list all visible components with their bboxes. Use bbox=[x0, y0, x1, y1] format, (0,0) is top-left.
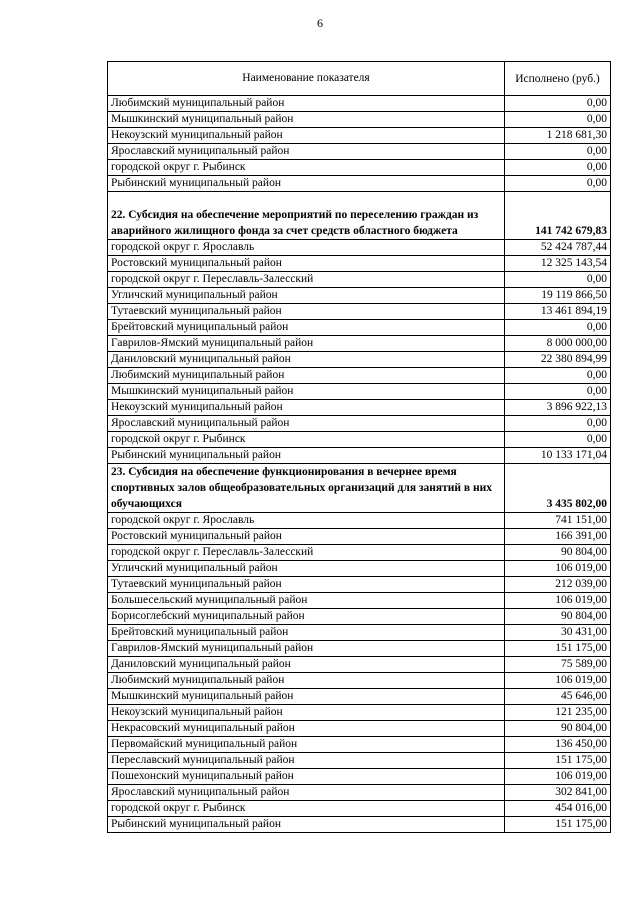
row-value: 454 016,00 bbox=[505, 801, 611, 817]
row-name: Пошехонский муниципальный район bbox=[108, 769, 505, 785]
row-name: Некоузский муниципальный район bbox=[108, 705, 505, 721]
table-row bbox=[108, 352, 611, 368]
table-row bbox=[108, 320, 611, 336]
table-row bbox=[108, 96, 611, 112]
row-name: Любимский муниципальный район bbox=[108, 96, 505, 112]
row-value: 30 431,00 bbox=[505, 625, 611, 641]
section-row bbox=[108, 464, 611, 513]
table-row bbox=[108, 256, 611, 272]
row-value: 90 804,00 bbox=[505, 721, 611, 737]
table-row bbox=[108, 801, 611, 817]
section-title: 23. Субсидия на обеспечение функционирования в вечернее время спортивных залов общеобразовательных организаций для занятий в них обучающихся bbox=[108, 464, 505, 513]
table-row bbox=[108, 609, 611, 625]
table-row bbox=[108, 416, 611, 432]
table-body bbox=[108, 96, 611, 833]
section-total: 3 435 802,00 bbox=[505, 464, 611, 513]
row-value: 10 133 171,04 bbox=[505, 448, 611, 464]
table-row bbox=[108, 384, 611, 400]
column-header-name: Наименование показателя bbox=[108, 62, 505, 96]
row-name: Даниловский муниципальный район bbox=[108, 657, 505, 673]
row-value: 121 235,00 bbox=[505, 705, 611, 721]
column-header-value: Исполнено (руб.) bbox=[505, 62, 611, 96]
row-name: Даниловский муниципальный район bbox=[108, 352, 505, 368]
row-value: 0,00 bbox=[505, 176, 611, 192]
table-row bbox=[108, 721, 611, 737]
row-name: Гаврилов-Ямский муниципальный район bbox=[108, 336, 505, 352]
table-row bbox=[108, 769, 611, 785]
row-value: 151 175,00 bbox=[505, 817, 611, 833]
row-name: Ростовский муниципальный район bbox=[108, 529, 505, 545]
table-row bbox=[108, 689, 611, 705]
table-row bbox=[108, 368, 611, 384]
table-row bbox=[108, 673, 611, 689]
table-row bbox=[108, 737, 611, 753]
table-row bbox=[108, 577, 611, 593]
table-row bbox=[108, 288, 611, 304]
row-value: 52 424 787,44 bbox=[505, 240, 611, 256]
table-row bbox=[108, 593, 611, 609]
table-row bbox=[108, 625, 611, 641]
row-name: Тутаевский муниципальный район bbox=[108, 577, 505, 593]
table-row bbox=[108, 432, 611, 448]
table-row bbox=[108, 705, 611, 721]
row-name: Ростовский муниципальный район bbox=[108, 256, 505, 272]
execution-table bbox=[107, 61, 611, 833]
page-number: 6 bbox=[317, 16, 323, 30]
row-value: 136 450,00 bbox=[505, 737, 611, 753]
row-value: 151 175,00 bbox=[505, 641, 611, 657]
row-value: 212 039,00 bbox=[505, 577, 611, 593]
table-row bbox=[108, 112, 611, 128]
row-name: Ярославский муниципальный район bbox=[108, 416, 505, 432]
row-value: 8 000 000,00 bbox=[505, 336, 611, 352]
table-row bbox=[108, 641, 611, 657]
row-value: 13 461 894,19 bbox=[505, 304, 611, 320]
row-value: 22 380 894,99 bbox=[505, 352, 611, 368]
row-name: Борисоглебский муниципальный район bbox=[108, 609, 505, 625]
table-row bbox=[108, 272, 611, 288]
row-name: городской округ г. Ярославль bbox=[108, 240, 505, 256]
row-value: 12 325 143,54 bbox=[505, 256, 611, 272]
row-value: 0,00 bbox=[505, 416, 611, 432]
table-row bbox=[108, 513, 611, 529]
row-value: 0,00 bbox=[505, 160, 611, 176]
table-row bbox=[108, 144, 611, 160]
row-name: Большесельский муниципальный район bbox=[108, 593, 505, 609]
row-value: 106 019,00 bbox=[505, 769, 611, 785]
row-name: Мышкинский муниципальный район bbox=[108, 384, 505, 400]
row-name: Любимский муниципальный район bbox=[108, 368, 505, 384]
row-name: Переславский муниципальный район bbox=[108, 753, 505, 769]
row-value: 0,00 bbox=[505, 272, 611, 288]
row-name: городской округ г. Переславль-Залесский bbox=[108, 545, 505, 561]
row-name: городской округ г. Рыбинск bbox=[108, 160, 505, 176]
row-value: 3 896 922,13 bbox=[505, 400, 611, 416]
row-name: Некоузский муниципальный район bbox=[108, 400, 505, 416]
table-row bbox=[108, 336, 611, 352]
row-name: Некоузский муниципальный район bbox=[108, 128, 505, 144]
table-row bbox=[108, 561, 611, 577]
row-value: 19 119 866,50 bbox=[505, 288, 611, 304]
table-row bbox=[108, 240, 611, 256]
row-value: 90 804,00 bbox=[505, 609, 611, 625]
row-name: Ярославский муниципальный район bbox=[108, 144, 505, 160]
table-row bbox=[108, 304, 611, 320]
row-name: Рыбинский муниципальный район bbox=[108, 176, 505, 192]
row-name: городской округ г. Переславль-Залесский bbox=[108, 272, 505, 288]
row-name: Брейтовский муниципальный район bbox=[108, 320, 505, 336]
row-name: городской округ г. Рыбинск bbox=[108, 432, 505, 448]
table-row bbox=[108, 128, 611, 144]
table-row bbox=[108, 176, 611, 192]
row-value: 45 646,00 bbox=[505, 689, 611, 705]
row-name: Угличский муниципальный район bbox=[108, 288, 505, 304]
row-value: 106 019,00 bbox=[505, 593, 611, 609]
row-name: Некрасовский муниципальный район bbox=[108, 721, 505, 737]
row-value: 151 175,00 bbox=[505, 753, 611, 769]
row-name: Мышкинский муниципальный район bbox=[108, 689, 505, 705]
row-value: 0,00 bbox=[505, 96, 611, 112]
row-value: 0,00 bbox=[505, 384, 611, 400]
row-name: Гаврилов-Ямский муниципальный район bbox=[108, 641, 505, 657]
row-value: 1 218 681,30 bbox=[505, 128, 611, 144]
row-name: Рыбинский муниципальный район bbox=[108, 817, 505, 833]
table-header-row bbox=[108, 62, 611, 96]
row-name: Первомайский муниципальный район bbox=[108, 737, 505, 753]
table-row bbox=[108, 657, 611, 673]
row-value: 0,00 bbox=[505, 368, 611, 384]
row-value: 0,00 bbox=[505, 112, 611, 128]
section-row bbox=[108, 192, 611, 240]
table-row bbox=[108, 160, 611, 176]
row-value: 106 019,00 bbox=[505, 561, 611, 577]
row-name: городской округ г. Рыбинск bbox=[108, 801, 505, 817]
row-value: 302 841,00 bbox=[505, 785, 611, 801]
row-name: Угличский муниципальный район bbox=[108, 561, 505, 577]
row-value: 90 804,00 bbox=[505, 545, 611, 561]
table-row bbox=[108, 817, 611, 833]
row-value: 106 019,00 bbox=[505, 673, 611, 689]
table-row bbox=[108, 753, 611, 769]
section-title: 22. Субсидия на обеспечение мероприятий по переселению граждан из аварийного жилищного фонда за счет средств областного бюджета bbox=[108, 192, 505, 240]
row-value: 0,00 bbox=[505, 144, 611, 160]
table-row bbox=[108, 448, 611, 464]
table-row bbox=[108, 400, 611, 416]
table-row bbox=[108, 529, 611, 545]
row-name: Мышкинский муниципальный район bbox=[108, 112, 505, 128]
row-name: Ярославский муниципальный район bbox=[108, 785, 505, 801]
row-value: 75 589,00 bbox=[505, 657, 611, 673]
row-name: городской округ г. Ярославль bbox=[108, 513, 505, 529]
row-value: 0,00 bbox=[505, 320, 611, 336]
table-row bbox=[108, 545, 611, 561]
table-row bbox=[108, 785, 611, 801]
row-value: 166 391,00 bbox=[505, 529, 611, 545]
section-total: 141 742 679,83 bbox=[505, 192, 611, 240]
row-value: 741 151,00 bbox=[505, 513, 611, 529]
row-name: Брейтовский муниципальный район bbox=[108, 625, 505, 641]
row-name: Любимский муниципальный район bbox=[108, 673, 505, 689]
row-name: Рыбинский муниципальный район bbox=[108, 448, 505, 464]
row-name: Тутаевский муниципальный район bbox=[108, 304, 505, 320]
row-value: 0,00 bbox=[505, 432, 611, 448]
